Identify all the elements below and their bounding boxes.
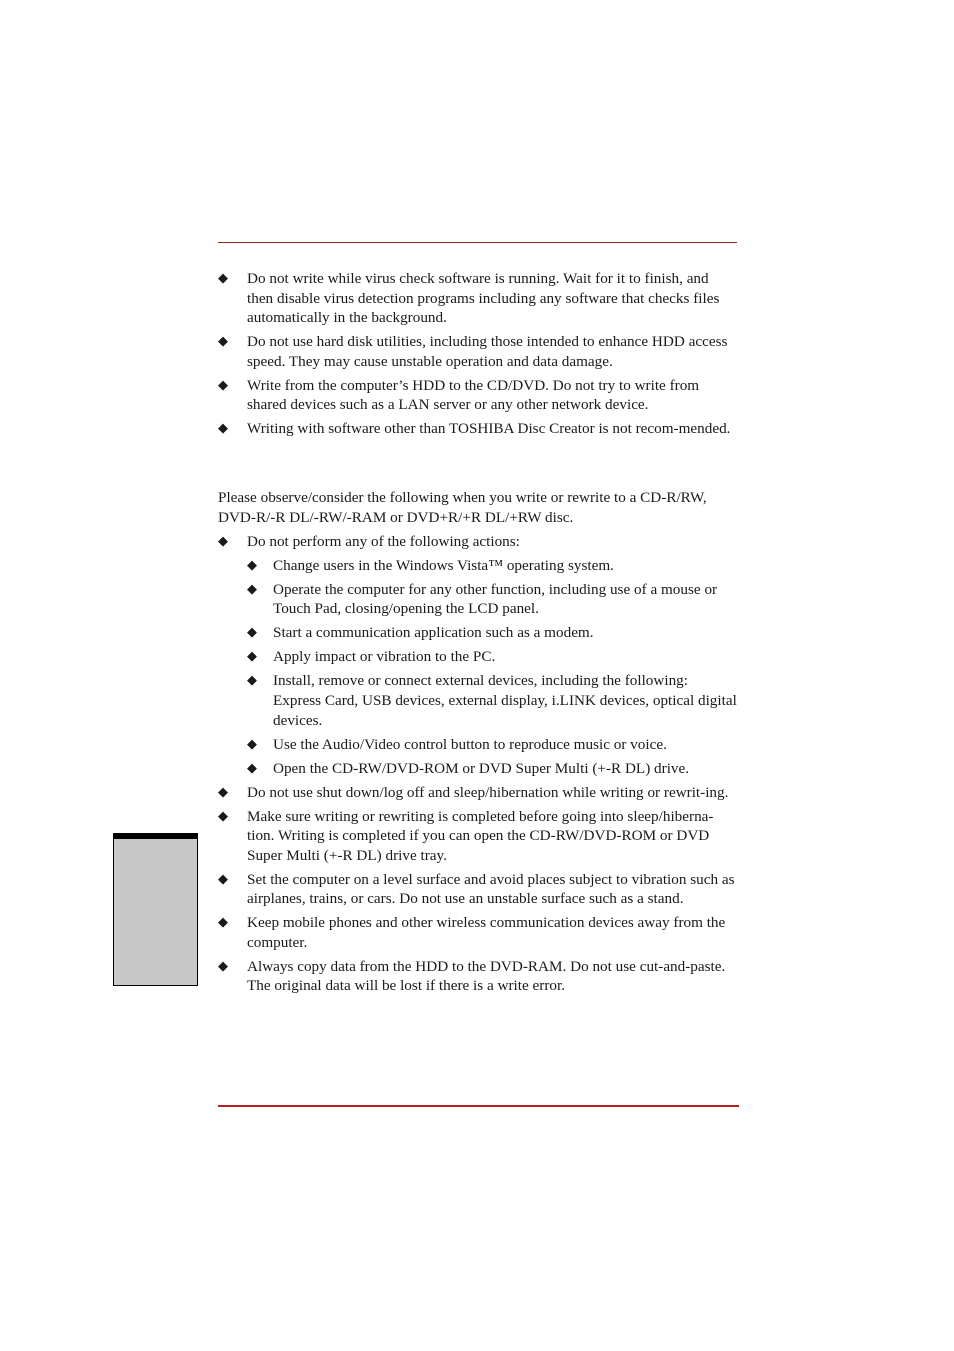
chapter-side-tab: [113, 833, 198, 986]
diamond-bullet-icon: ◆: [218, 377, 228, 393]
diamond-bullet-icon: ◆: [247, 649, 257, 665]
sub-list-item: [247, 735, 738, 755]
list-item-text: Do not perform any of the following actions:: [247, 532, 520, 550]
list-item: [218, 870, 738, 909]
list-item: [218, 807, 738, 866]
diamond-bullet-icon: ◆: [247, 760, 257, 776]
diamond-bullet-icon: ◆: [218, 784, 228, 800]
writing-precautions-list: [218, 269, 738, 439]
diamond-bullet-icon: ◆: [247, 673, 257, 689]
list-item: [218, 419, 738, 439]
sub-list-item-text: Start a communication application such as a modem.: [273, 624, 594, 642]
diamond-bullet-icon: ◆: [218, 871, 228, 887]
list-item-text: Always copy data from the HDD to the DVD-RAM. Do not use cut-and-paste. The original data will be lost if there is a write error.: [247, 957, 726, 995]
list-item-text: Do not use hard disk utilities, including those intended to enhance HDD access speed. They may cause unstable operation and data damage.: [247, 333, 728, 370]
diamond-bullet-icon: ◆: [247, 581, 257, 597]
diamond-bullet-icon: ◆: [218, 958, 228, 974]
sub-list-item: [247, 759, 738, 779]
diamond-bullet-icon: ◆: [247, 736, 257, 752]
page-content: [218, 269, 738, 1000]
sub-list-item: [247, 580, 738, 619]
prohibited-actions-list: [247, 556, 738, 778]
list-item-text: Do not write while virus check software is running. Wait for it to finish, and then disable virus detection programs including any software that checks files automatically in the background.: [247, 270, 720, 327]
section-spacer: [218, 443, 738, 488]
diamond-bullet-icon: ◆: [218, 271, 228, 286]
diamond-bullet-icon: ◆: [218, 808, 228, 824]
list-item-text: Do not use shut down/log off and sleep/hibernation while writing or rewrit-ing.: [247, 783, 729, 801]
list-item-text: Writing with software other than TOSHIBA Disc Creator is not recom-mended.: [247, 420, 731, 438]
list-item: [218, 332, 738, 371]
diamond-bullet-icon: ◆: [218, 334, 228, 350]
sub-list-item: [247, 647, 738, 667]
header-rule: [218, 242, 737, 243]
list-item-text: Keep mobile phones and other wireless communication devices away from the computer.: [247, 914, 726, 951]
sub-list-item-text: Use the Audio/Video control button to reproduce music or voice.: [273, 735, 667, 753]
list-item: [218, 376, 738, 415]
list-item-text: Set the computer on a level surface and avoid places subject to vibration such as airplanes, trains, or cars. Do not use an unstable surface such as a stand.: [247, 870, 735, 908]
sub-list-item: [247, 671, 738, 730]
list-item: [218, 957, 738, 996]
list-item-text: Write from the computer’s HDD to the CD/DVD. Do not try to write from shared devices such as a LAN server or any other network device.: [247, 376, 700, 414]
list-item: [218, 783, 738, 803]
sub-list-item-text: Install, remove or connect external devices, including the following: Express Card, USB devices, external display, i.LINK devices, optical digital devices.: [273, 672, 737, 729]
list-item: [218, 269, 738, 328]
sub-list-item-text: Open the CD-RW/DVD-ROM or DVD Super Multi (+-R DL) drive.: [273, 759, 690, 777]
diamond-bullet-icon: ◆: [247, 557, 257, 573]
list-item: [218, 532, 738, 778]
sub-list-item-text: Operate the computer for any other function, including use of a mouse or Touch Pad, closing/opening the LCD panel.: [273, 580, 718, 618]
diamond-bullet-icon: ◆: [218, 533, 228, 549]
intro-paragraph: Please observe/consider the following when you write or rewrite to a CD-R/RW, DVD-R/-R DL/-RW/-RAM or DVD+R/+R DL/+RW disc.: [218, 489, 707, 526]
footer-rule: [218, 1105, 739, 1107]
list-item: [218, 913, 738, 952]
sub-list-item: [247, 623, 738, 643]
list-item-text: Make sure writing or rewriting is completed before going into sleep/hiberna-tion. Writing is completed if you can open the CD-RW/DVD-ROM or DVD Super Multi (+-R DL) drive tray.: [247, 807, 714, 864]
diamond-bullet-icon: ◆: [218, 915, 228, 931]
sub-list-item-text: Apply impact or vibration to the PC.: [273, 648, 496, 666]
sub-list-item-text: Change users in the Windows Vista™ operating system.: [273, 556, 614, 574]
disc-writing-list: [218, 532, 738, 996]
sub-list-item: [247, 556, 738, 576]
diamond-bullet-icon: ◆: [218, 421, 228, 437]
diamond-bullet-icon: ◆: [247, 625, 257, 641]
